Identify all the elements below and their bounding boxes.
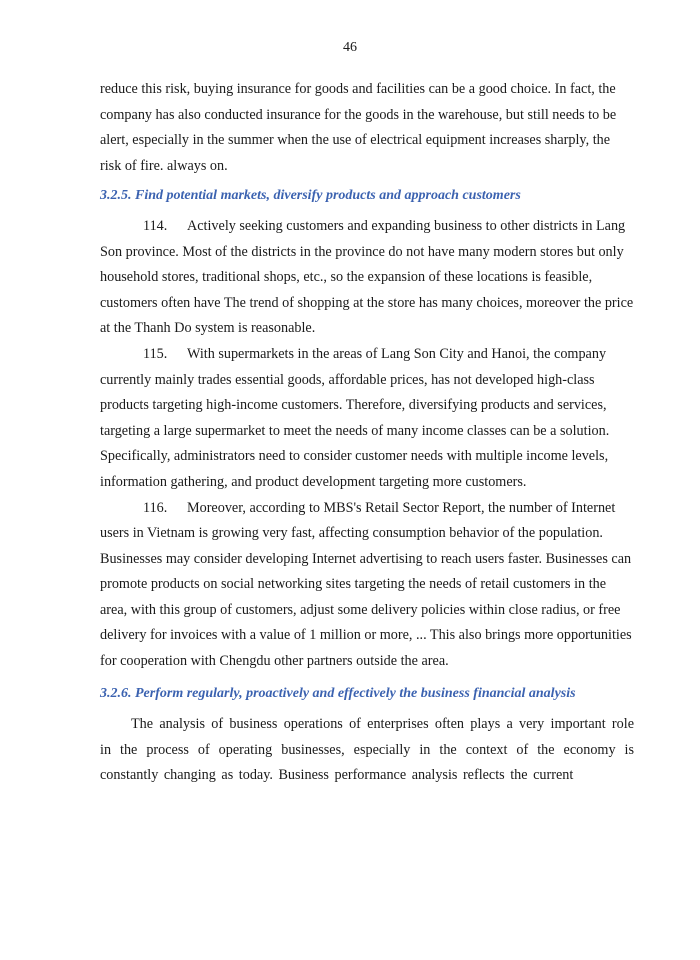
closing-paragraph: The analysis of business operations of enterprises often plays a very important role in the process of operating businesses, especially in the context of the economy is constantly changing as today. Business performance analysis reflects the current <box>100 716 634 784</box>
numbered-paragraph-115 <box>100 342 634 496</box>
section-heading-3-2-5: 3.2.5. Find potential markets, diversify products and approach customers <box>100 188 521 204</box>
numbered-paragraph-114 <box>100 214 634 342</box>
paragraph-text: Actively seeking customers and expanding business to other districts in Lang Son province. Most of the districts in the province do not have many modern stores but only household stores, traditional shops, etc., so the expansion of these locations is feasible, customers often have The trend of shopping at the store has many choices, moreover the price at the Thanh Do system is reasonable. <box>100 217 634 337</box>
paragraph-number: 116. <box>143 499 168 516</box>
intro-paragraph: reduce this risk, buying insurance for goods and facilities can be a good choice. In fact, the company has also conducted insurance for the goods in the warehouse, but still needs to be alert, especially in the summer when the use of electrical equipment increases sharply, the risk of fire. always on. <box>100 81 617 174</box>
page-number: 46 <box>343 40 357 55</box>
paragraph-number: 115. <box>143 345 168 362</box>
paragraph-number: 114. <box>143 217 168 234</box>
document-body <box>100 77 634 789</box>
section-heading-3-2-6: 3.2.6. Perform regularly, proactively and effectively the business financial analysis <box>100 685 576 701</box>
paragraph-text: Moreover, according to MBS's Retail Sector Report, the number of Internet users in Vietnam is growing very fast, affecting consumption behavior of the population. Businesses may consider developing Internet advertising to reach users faster. Businesses can promote products on social networking sites targeting the needs of retail customers in the area, with this group of customers, adjust some delivery policies within close radius, or free delivery for invoices with a value of 1 million or more, ... This also brings more opportunities for cooperation with Chengdu other partners outside the area. <box>100 499 632 670</box>
numbered-paragraph-116 <box>100 496 634 675</box>
paragraph-text: With supermarkets in the areas of Lang Son City and Hanoi, the company currently mainly trades essential goods, affordable prices, has not developed high-class products targeting high-income customers. Therefore, diversifying products and services, targeting a large supermarket to meet the needs of many income classes can be a solution. Specifically, administrators need to consider customer needs with multiple income levels, information gathering, and product development targeting more customers. <box>100 345 610 490</box>
